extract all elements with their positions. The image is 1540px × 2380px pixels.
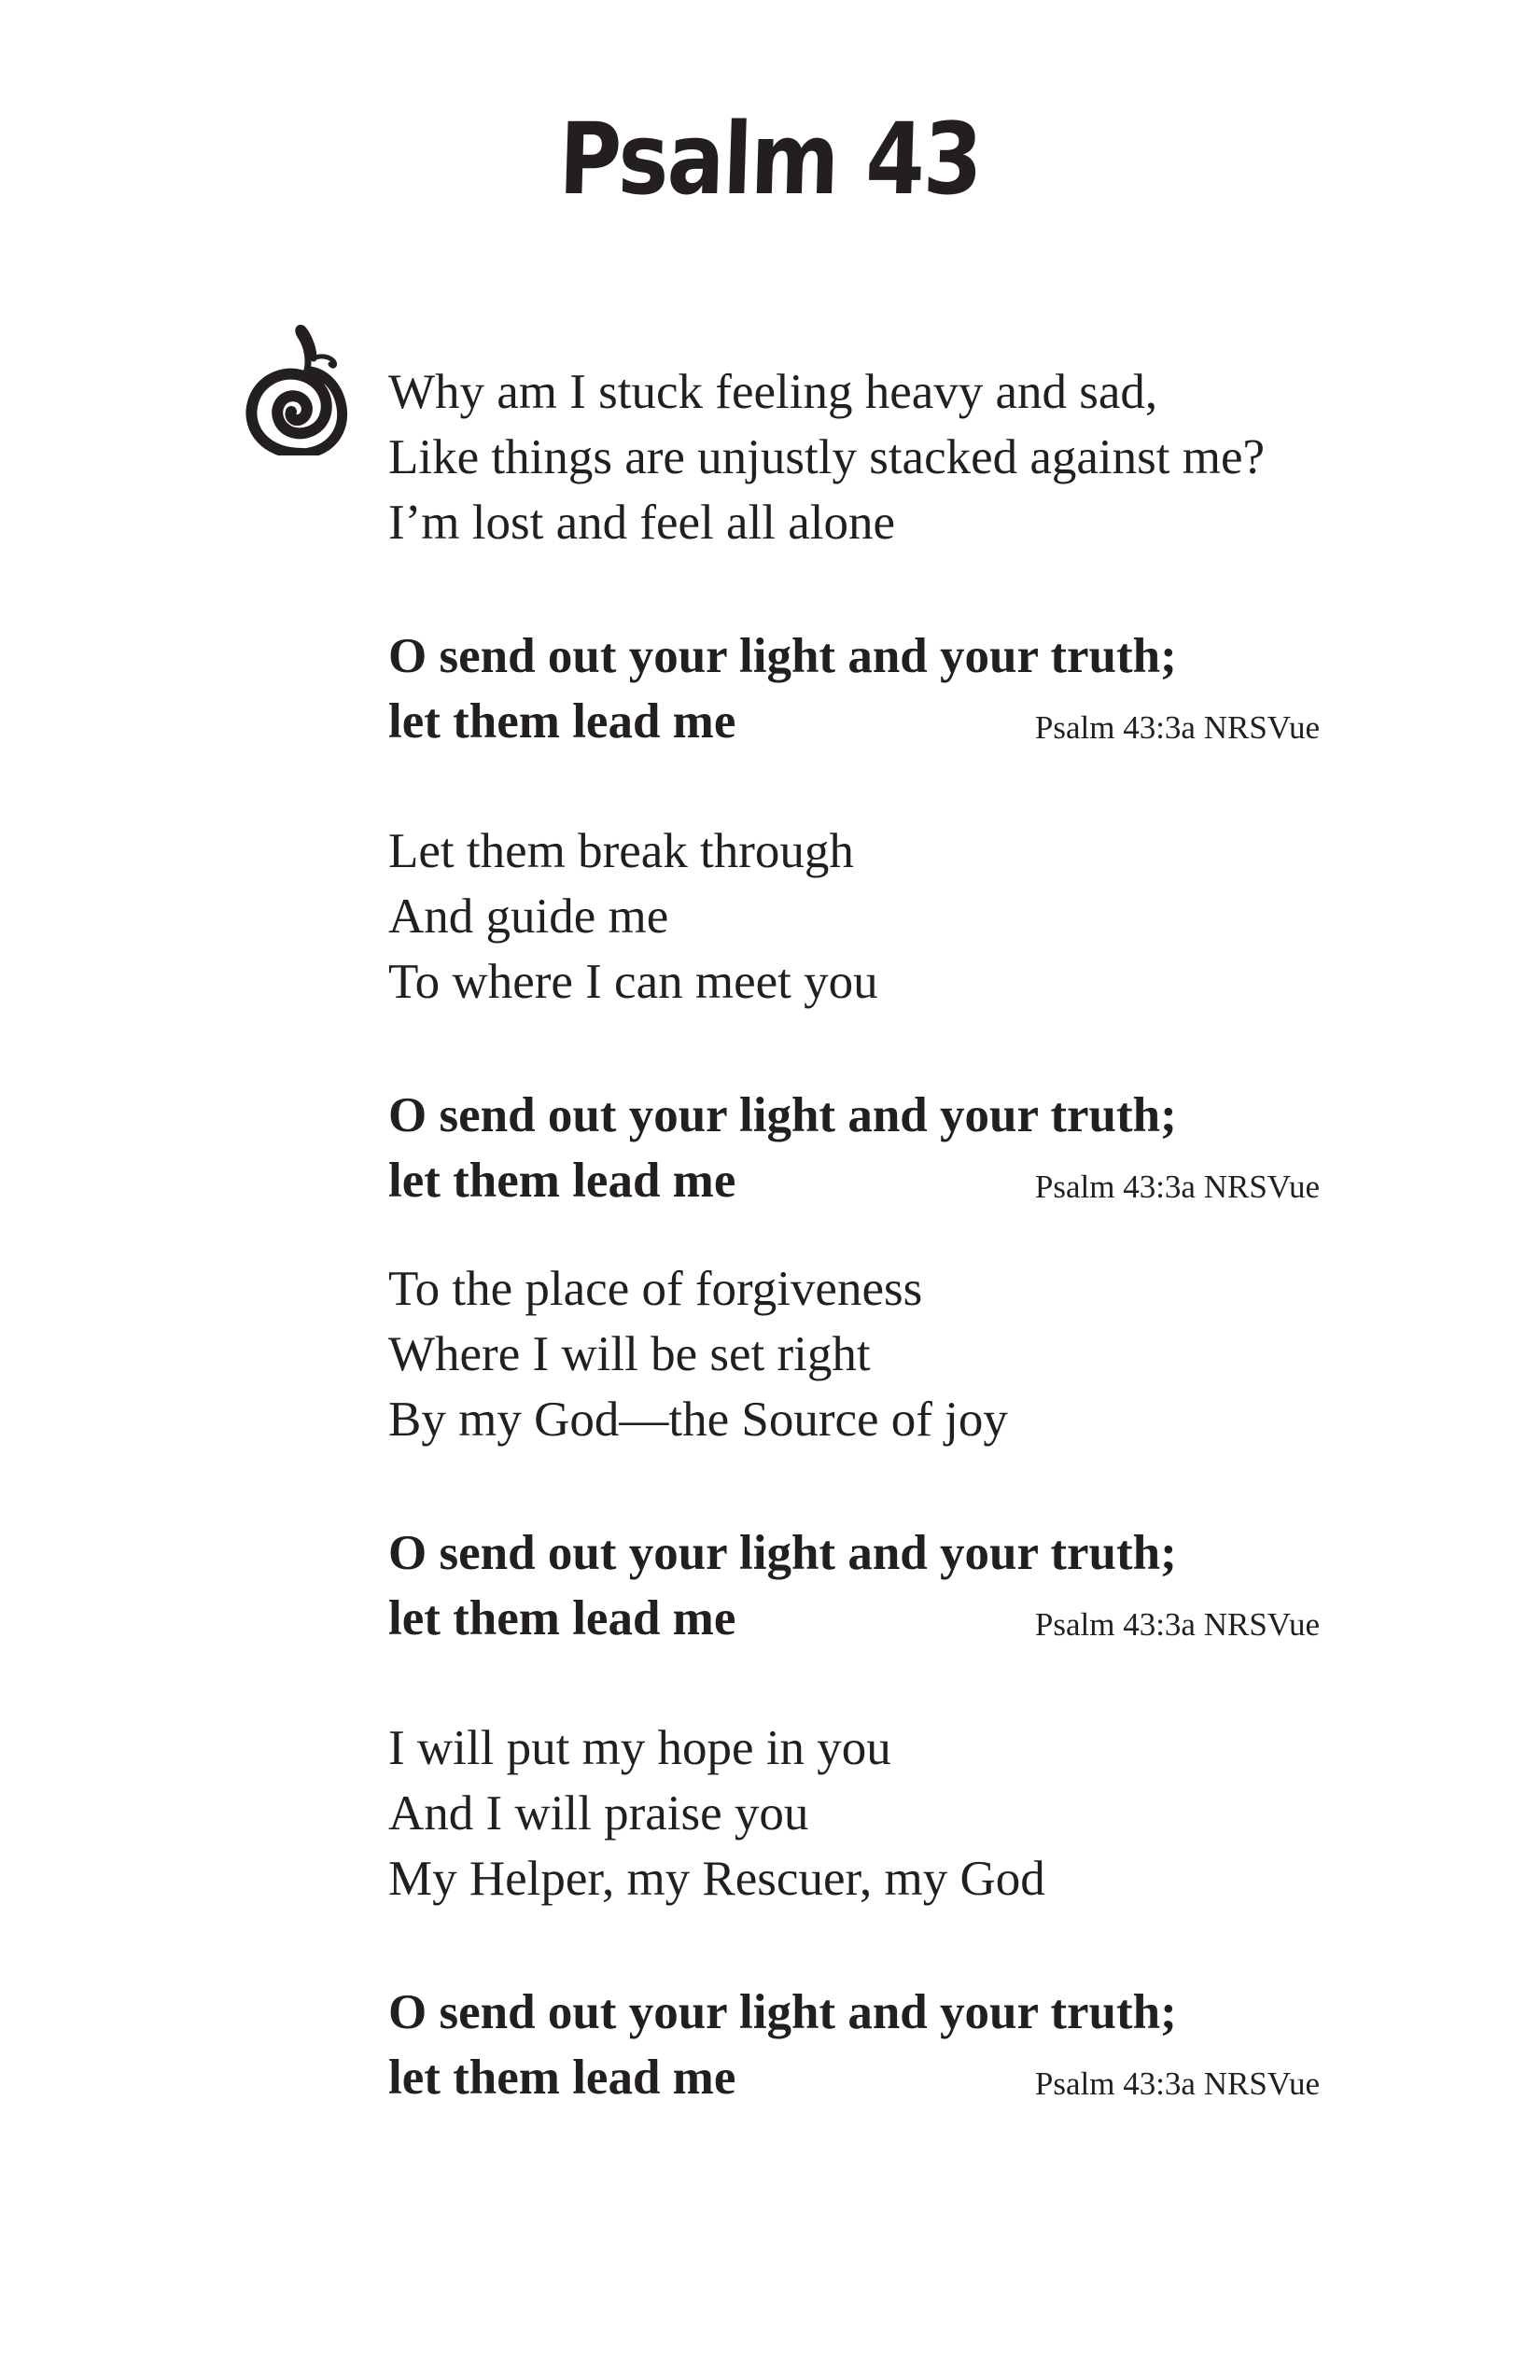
stanza (388, 819, 1322, 1015)
stanza (388, 1715, 1322, 1911)
poem-line: To the place of forgiveness (388, 1262, 923, 1316)
poem-line: My Helper, my Rescuer, my God (388, 1852, 1045, 1906)
refrain-row (388, 1148, 1320, 1213)
stanza (388, 359, 1322, 555)
refrain-line: let them lead me (388, 1591, 736, 1645)
refrain-row (388, 1586, 1320, 1651)
refrain-line: O send out your light and your truth; (388, 1526, 1177, 1580)
refrain-line: let them lead me (388, 694, 736, 749)
swirl-icon (245, 325, 349, 455)
refrain-line: O send out your light and your truth; (388, 629, 1177, 683)
stanza (388, 1256, 1322, 1452)
scripture-citation: Psalm 43:3a NRSVue (1034, 1606, 1320, 1643)
poem-line: Let them break through (388, 824, 854, 878)
refrain-line: O send out your light and your truth; (388, 1985, 1177, 2039)
poem-line: To where I can meet you (388, 955, 878, 1009)
refrain (388, 1520, 1320, 1651)
page-title: Psalm 43 (557, 102, 983, 217)
scripture-citation: Psalm 43:3a NRSVue (1034, 2065, 1320, 2102)
refrain-row (388, 2045, 1320, 2110)
refrain-line: let them lead me (388, 1154, 736, 1208)
poem-line: I’m lost and feel all alone (388, 496, 896, 550)
poem-line: By my God—the Source of joy (388, 1393, 1008, 1447)
scripture-citation: Psalm 43:3a NRSVue (1034, 1169, 1320, 1205)
refrain (388, 623, 1320, 754)
scripture-citation: Psalm 43:3a NRSVue (1034, 709, 1320, 746)
poem-line: And I will praise you (388, 1786, 809, 1841)
poem-line: Where I will be set right (388, 1327, 871, 1381)
poem-line: And guide me (388, 889, 669, 944)
refrain-line: O send out your light and your truth; (388, 1088, 1177, 1142)
poem-line: Why am I stuck feeling heavy and sad, (388, 365, 1158, 419)
poem-line: Like things are unjustly stacked against me? (388, 430, 1266, 484)
refrain-line: let them lead me (388, 2051, 736, 2105)
refrain-row (388, 689, 1320, 754)
refrain (388, 1083, 1320, 1213)
refrain (388, 1980, 1320, 2110)
poem-line: I will put my hope in you (388, 1721, 891, 1775)
